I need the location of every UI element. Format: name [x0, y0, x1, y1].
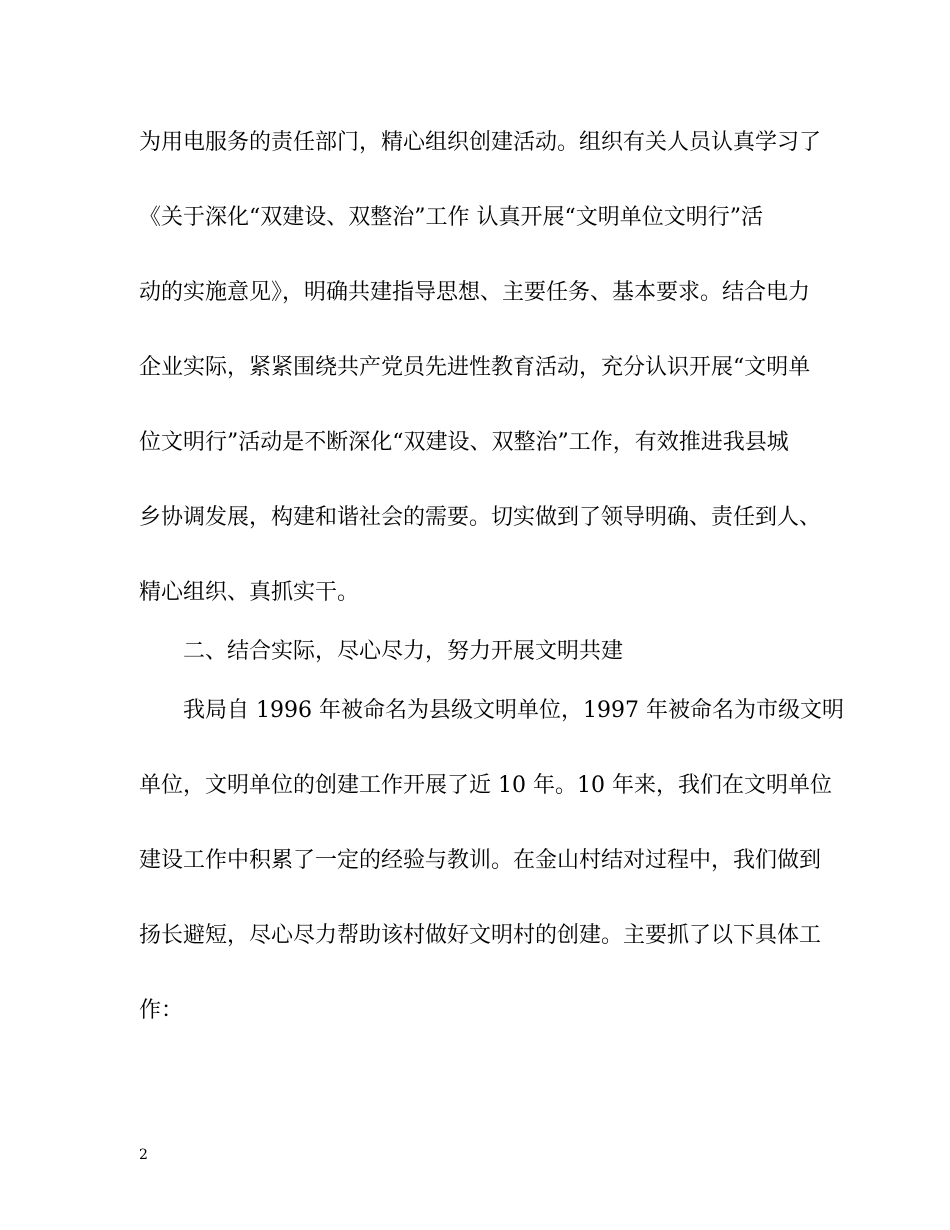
- body-text-line-1: 为用电服务的责任部门，精心组织创建活动。组织有关人员认真学习了: [139, 130, 822, 155]
- body-text-line-2: 《关于深化“双建设、双整治”工作 认真开展“文明单位文明行”活: [139, 205, 763, 230]
- body-text-line-9: 我局自 1996 年被命名为县级文明单位，1997 年被命名为市级文明: [183, 698, 844, 723]
- section-heading: 二、结合实际，尽心尽力，努力开展文明共建: [183, 639, 624, 664]
- body-text-line-11: 建设工作中积累了一定的经验与教训。在金山村结对过程中，我们做到: [139, 848, 822, 873]
- body-text-line-7: 精心组织、真抓实干。: [139, 580, 360, 605]
- page-number: 2: [139, 1147, 148, 1163]
- body-text-line-12: 扬长避短，尽心尽力帮助该村做好文明村的创建。主要抓了以下具体工: [139, 923, 822, 948]
- body-text-line-5: 位文明行”活动是不断深化“双建设、双整治”工作，有效推进我县城: [139, 430, 789, 455]
- body-text-line-6: 乡协调发展，构建和谐社会的需要。切实做到了领导明确、责任到人、: [139, 505, 822, 530]
- body-text-line-10: 单位，文明单位的创建工作开展了近 10 年。10 年来，我们在文明单位: [139, 773, 832, 798]
- body-text-line-3: 动的实施意见》，明确共建指导思想、主要任务、基本要求。结合电力: [139, 280, 811, 305]
- body-text-line-13: 作：: [139, 998, 184, 1023]
- body-text-line-4: 企业实际，紧紧围绕共产党员先进性教育活动，充分认识开展“文明单: [139, 355, 811, 380]
